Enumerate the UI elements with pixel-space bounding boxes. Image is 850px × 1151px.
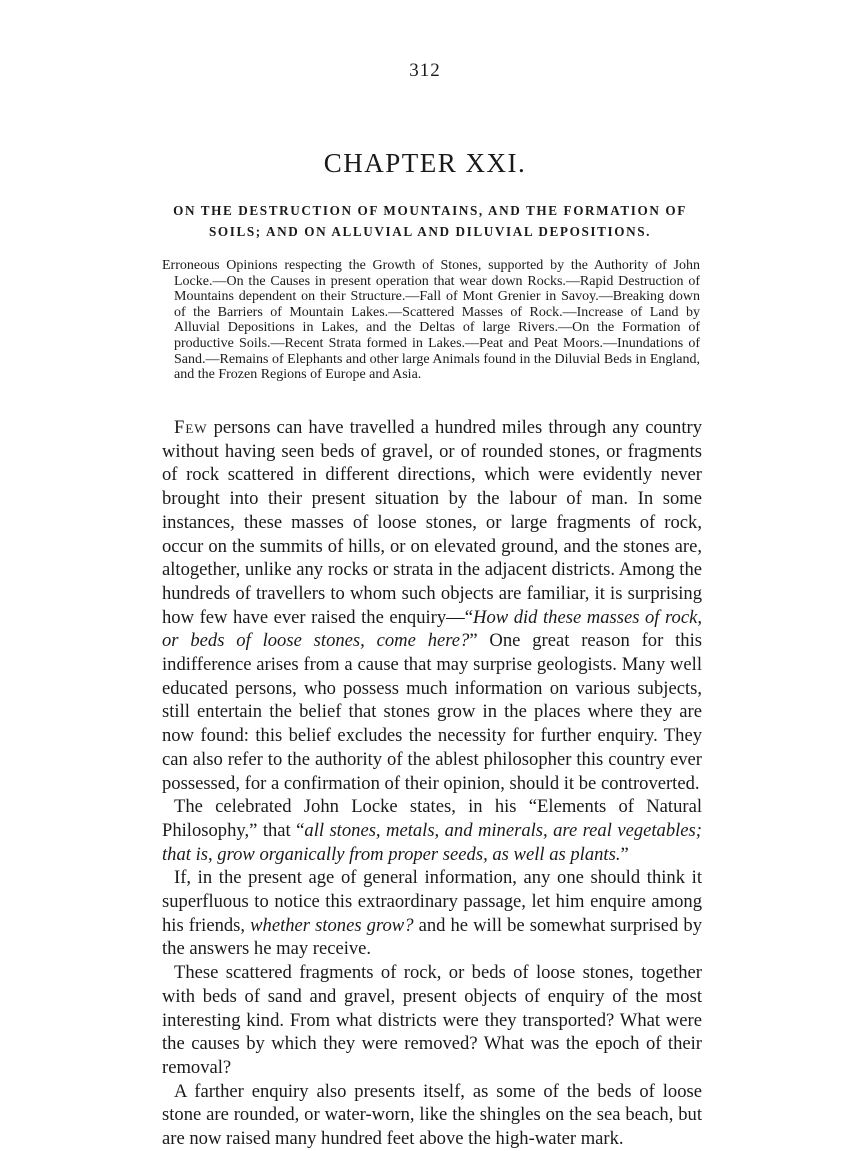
paragraph-1-text-a: persons can have travelled a hundred miles through any country without having seen beds of gravel, or of rounded stones, or fragments of rock scattered in different directions, which were evidently never brought into their present situation by the labour of man. In some instances, these masses of loose stones, or large fragments of rock, occur on the summits of hills, or on elevated ground, and the stones are, altogether, unlike any rocks or strata in the adjacent districts. Among the hundreds of travellers to whom such objects are familiar, it is surprising how few have ever raised the enquiry—“: [162, 417, 702, 628]
dropcap-word: Few: [174, 417, 208, 438]
paragraph-1: [162, 416, 702, 795]
synopsis-text: Erroneous Opinions respecting the Growth of Stones, supported by the Authority of John Locke.—On the Causes in present operation that wear down Rocks.—Rapid Destruction of Mountains dependent on their Structure.—Fall of Mont Grenier in Savoy.—Breaking down of the Barriers of Mountain Lakes.—Scattered Masses of Rock.—Increase of Land by Alluvial Depositions in Lakes, and the Deltas of large Rivers.—On the Formation of productive Soils.—Recent Strata formed in Lakes.—Peat and Peat Moors.—Inundations of Sand.—Remains of Elephants and other large Animals found in the Diluvial Beds in England, and the Frozen Regions of Europe and Asia.: [162, 258, 700, 383]
paragraph-4: These scattered fragments of rock, or beds of loose stones, together with beds of sand and gravel, present objects of enquiry of the most interesting kind. From what districts were they transported? What were the causes by which they were removed? What was the epoch of their removal?: [162, 962, 702, 1078]
chapter-synopsis: [162, 258, 700, 383]
paragraph-5: A farther enquiry also presents itself, as some of the beds of loose stone are rounded, or water-worn, like the shingles on the sea beach, but are now raised many hundred feet above the high-water mark.: [162, 1080, 702, 1150]
paragraph-2-italic-quote: all stones, metals, and minerals, are real vegetables; that is, grow organically from proper seeds, as well as plants.: [162, 819, 702, 865]
paragraph-1-italic-quote: How did these masses of rock, or beds of loose stones, come here?: [162, 606, 702, 652]
body-text: [162, 416, 702, 1151]
paragraph-3: [162, 866, 702, 961]
paragraph-1-text-b: ” One great reason for this indifference arises from a cause that may surprise geologists. Many well educated persons, who possess much information on various subjects, still entertain the belief that stones grow in the places where they are now found: this belief excludes the necessity for further enquiry. They can also refer to the authority of the ablest philosopher this country ever possessed, for a confirmation of their opinion, should it be controverted.: [162, 630, 702, 794]
chapter-title: CHAPTER XXI.: [323, 148, 527, 178]
paragraph-3-text-b: and he will be somewhat surprised by the answers he may receive.: [162, 914, 703, 960]
paragraph-3-italic-question: whether stones grow?: [250, 914, 414, 936]
paragraph-2: [162, 795, 702, 866]
page-number: 312: [409, 60, 441, 81]
paragraph-2-text-b: ”: [620, 843, 629, 865]
chapter-subtitle: ON THE DESTRUCTION OF MOUNTAINS, AND THE FORMATION OF SOILS; AND ON ALLUVIAL AND DILUVIAL DEPOSITIONS.: [173, 203, 687, 239]
paragraph-2-text-a: The celebrated John Locke states, in his “Elements of Natural Philosophy,” that “: [162, 796, 702, 841]
paragraph-3-text-a: If, in the present age of general information, any one should think it superfluous to notice this extraordinary passage, let him enquire among his friends,: [162, 867, 702, 936]
